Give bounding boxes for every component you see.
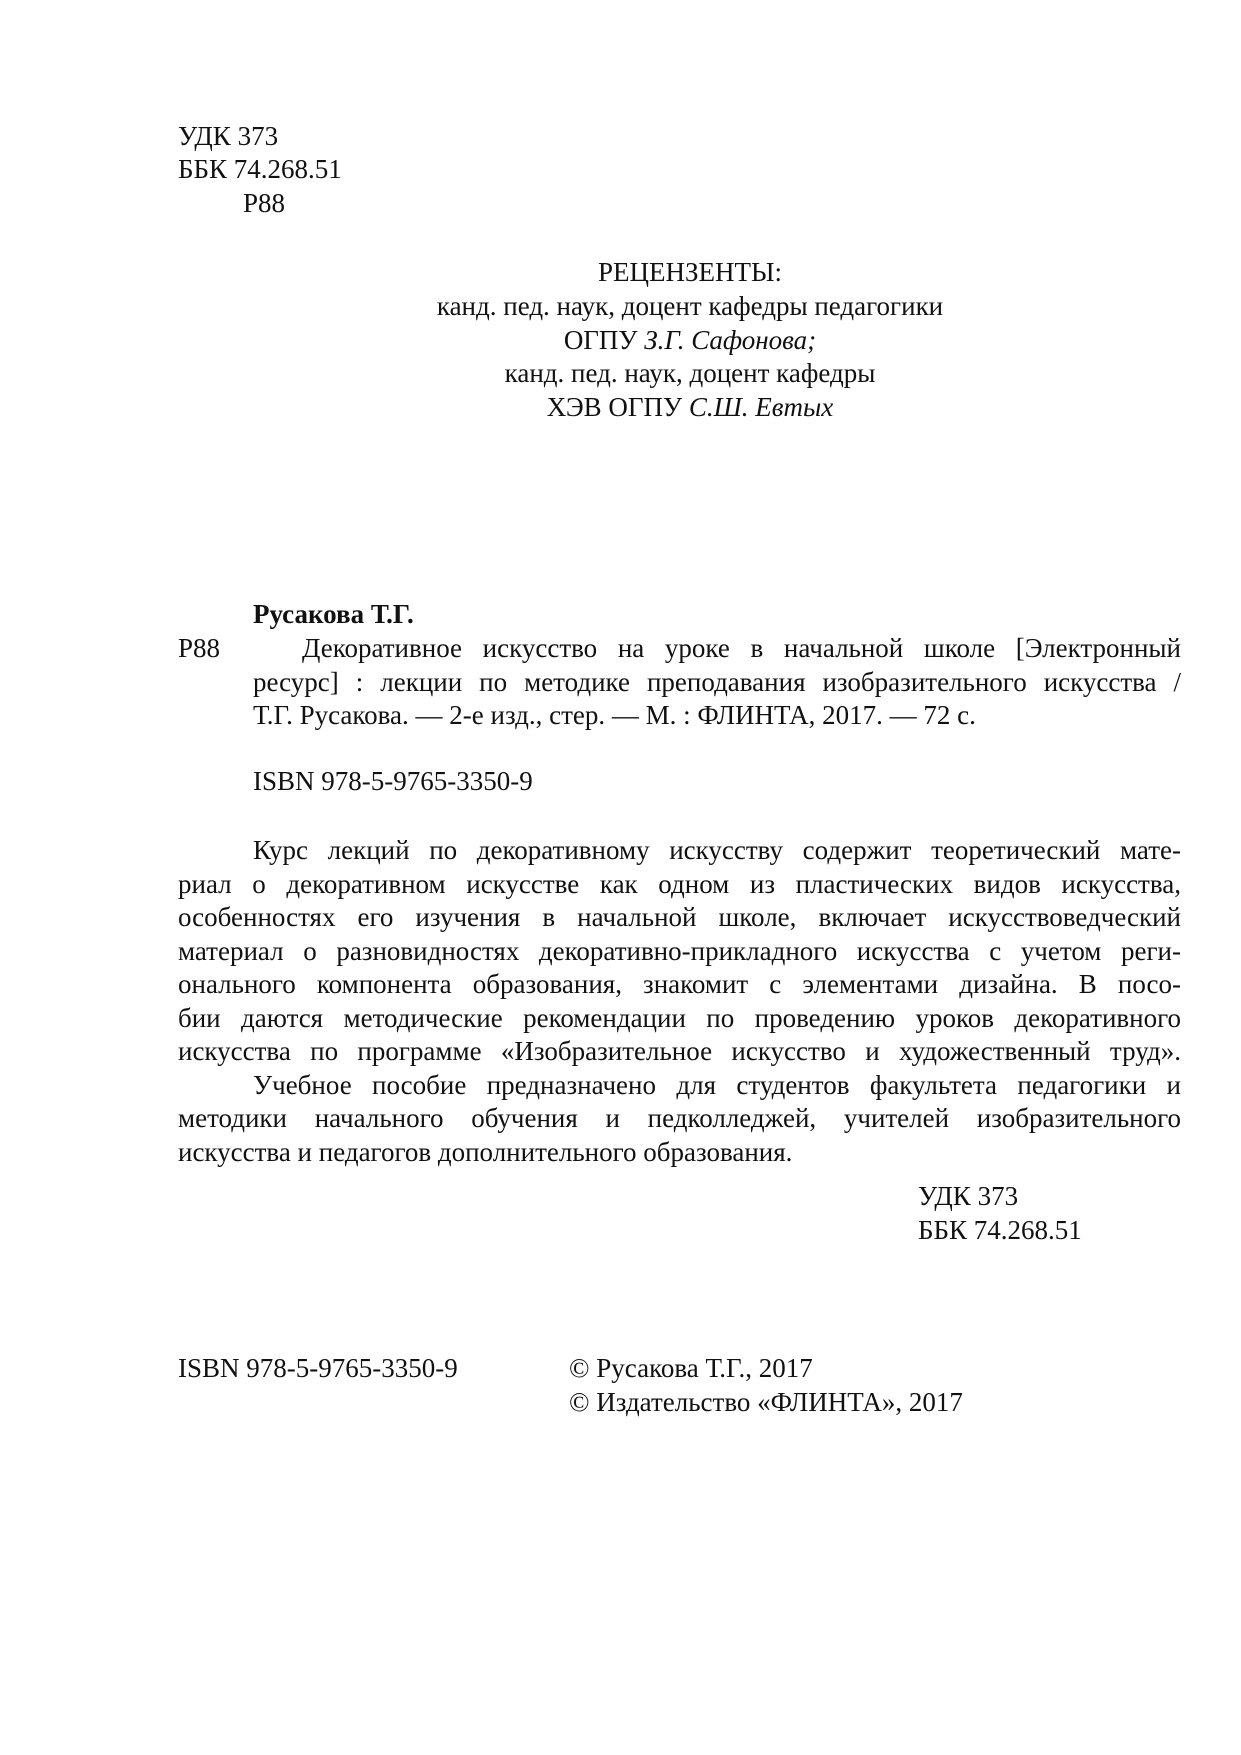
- annotation-p1-line: искусства по программе «Изобразительное искусство и художественный труд».: [178, 1036, 1181, 1066]
- reviewer-1-affiliation: ОГПУ: [563, 325, 645, 355]
- udk-code-bottom: УДК 373: [918, 1181, 1019, 1211]
- annotation-p2-line: искусства и педагогов дополнительного образования.: [178, 1137, 793, 1167]
- entry-author: Русакова Т.Г.: [253, 599, 414, 629]
- bbk-code-bottom: ББК 74.268.51: [918, 1215, 1082, 1245]
- reviewer-2-affiliation: ХЭВ ОГПУ: [546, 392, 689, 422]
- annotation-p1-line: бии даются методические рекомендации по проведению уроков декоративного: [178, 1003, 1181, 1033]
- annotation-p1-line: онального компонента образования, знакомит с элементами дизайна. В посо-: [178, 969, 1181, 999]
- author-code-top: Р88: [243, 188, 286, 218]
- reviewer-2-name-line: [290, 391, 1090, 423]
- reviewer-2-position: канд. пед. наук, доцент кафедры: [504, 358, 876, 388]
- reviewer-1-name: З.Г. Сафонова;: [644, 325, 817, 355]
- entry-line-1: Декоративное искусство на уроке в начальной школе [Электронный: [302, 633, 1181, 663]
- annotation-p1-line: риал о декоративном искусстве как одном из пластических видов искусства,: [178, 869, 1181, 899]
- entry-line-2: ресурс] : лекции по методике преподавания изобразительного искусства /: [253, 667, 1181, 697]
- annotation-p1-line: Курс лекций по декоративному искусству содержит теоретический мате-: [253, 835, 1181, 865]
- udk-code-top: УДК 373: [178, 121, 279, 151]
- entry-author-code: Р88: [178, 633, 221, 663]
- annotation-p1-line: материал о разновидностях декоративно-прикладного искусства с учетом реги-: [178, 936, 1181, 966]
- copyright-author: © Русакова Т.Г., 2017: [569, 1353, 813, 1383]
- copyright-publisher: © Издательство «ФЛИНТА», 2017: [569, 1387, 963, 1417]
- reviewer-1-name-line: [290, 324, 1090, 356]
- reviewers-title: РЕЦЕНЗЕНТЫ:: [597, 257, 783, 287]
- entry-isbn: ISBN 978-5-9765-3350-9: [253, 766, 533, 796]
- annotation-p2-line: методики начального обучения и педколледжей, учителей изобразительного: [178, 1103, 1181, 1133]
- annotation-p1-line: особенностях его изучения в начальной школе, включает искусствоведческий: [178, 902, 1181, 932]
- footer-isbn: ISBN 978-5-9765-3350-9: [178, 1353, 458, 1383]
- reviewer-1-position: канд. пед. наук, доцент кафедры педагогики: [436, 291, 944, 321]
- bbk-code-top: ББК 74.268.51: [178, 154, 342, 184]
- reviewer-2-name: С.Ш. Евтых: [688, 392, 834, 422]
- entry-line-3: Т.Г. Русакова. — 2-е изд., стер. — М. : ФЛИНТА, 2017. — 72 с.: [253, 700, 976, 730]
- annotation-p2-line: Учебное пособие предназначено для студентов факультета педагогики и: [253, 1070, 1181, 1100]
